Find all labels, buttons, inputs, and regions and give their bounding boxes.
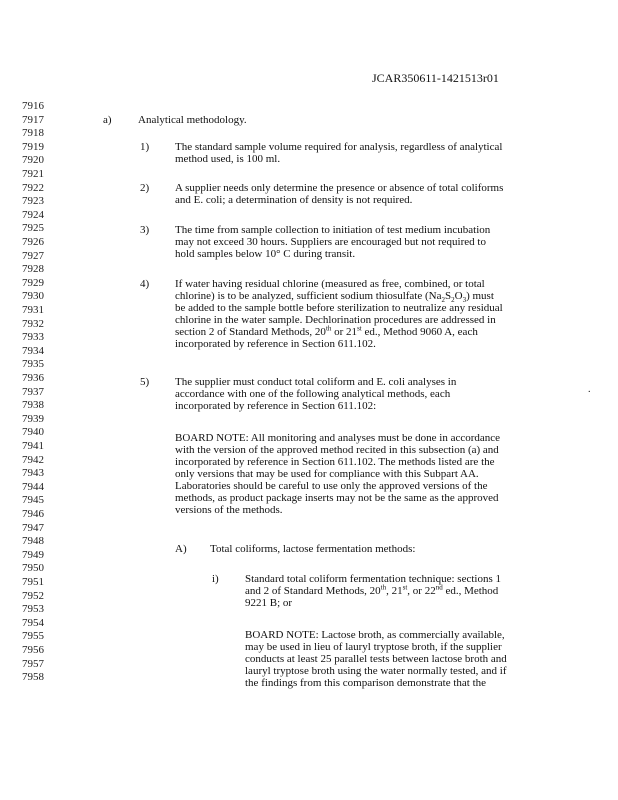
board-note-line: may be used in lieu of lauryl tryptose broth, if the supplier	[245, 641, 502, 653]
line-number: 7916	[22, 100, 44, 112]
board-note-line: the findings from this comparison demonstrate that the	[245, 677, 487, 689]
item-3-line: hold samples below 10° C during transit.	[175, 248, 356, 260]
line-number: 7917	[22, 113, 44, 126]
line-number: 7956	[22, 644, 44, 656]
item-5-line: The supplier must conduct total coliform and E. coli analyses in	[175, 376, 457, 388]
item-5-line: accordance with one of the following analytical methods, each	[175, 388, 451, 400]
item-3-line: The time from sample collection to initiation of test medium incubation	[175, 224, 491, 236]
item-Ai-number: i)	[212, 573, 219, 585]
board-note-line: lauryl tryptose broth using the water normally tested, and if	[245, 665, 507, 677]
line-number: 7948	[22, 535, 44, 548]
subsection-a-title: Analytical methodology.	[138, 114, 247, 126]
line-number: 7935	[22, 358, 44, 371]
board-note-line: with the version of the approved method recited in this subsection (a) and	[175, 444, 499, 456]
line-number: 7925	[22, 222, 44, 235]
item-Ai-line: Standard total coliform fermentation technique: sections 1	[245, 573, 501, 585]
line-number: 7940	[22, 426, 44, 439]
line-number: 7936	[22, 372, 44, 384]
line-number: 7941	[22, 440, 44, 452]
item-4-line: If water having residual chlorine (measured as free, combined, or total	[175, 278, 485, 290]
item-3-number: 3)	[140, 224, 150, 236]
line-number: 7923	[22, 195, 44, 208]
board-note-line: BOARD NOTE: All monitoring and analyses must be done in accordance	[175, 432, 501, 444]
line-number: 7952	[22, 589, 44, 602]
board-note-line: only versions that may be used for compliance with this Subpart AA.	[175, 468, 479, 480]
line-number: 7945	[22, 494, 44, 507]
document-code: JCAR350611-1421513r01	[372, 71, 499, 85]
line-number: 7947	[22, 521, 44, 534]
line-number: 7943	[22, 467, 44, 480]
line-number: 7946	[22, 508, 44, 520]
line-number: 7931	[22, 304, 44, 316]
line-number: 7924	[22, 208, 44, 221]
line-number: 7950	[22, 562, 44, 575]
item-4-line: chlorine) is to be analyzed, sufficient sodium thiosulfate $(Na_2S_2O_3)$ must	[175, 290, 494, 305]
line-number: 7953	[22, 603, 44, 616]
board-note-line: Laboratories should be careful to use only the approved versions of the	[175, 480, 488, 492]
line-number: 7921	[22, 168, 44, 180]
board-note-line: BOARD NOTE: Lactose broth, as commercially available,	[245, 629, 505, 641]
item-5-line: incorporated by reference in Section 611.102:	[175, 400, 377, 412]
item-1-line: method used, is 100 ml.	[175, 153, 281, 165]
item-Ai-line: 9221 B; or	[245, 597, 293, 609]
line-number: 7922	[22, 181, 44, 194]
line-number: 7930	[22, 290, 44, 303]
board-note-line: incorporated by reference in Section 611.102. The methods listed are the	[175, 456, 495, 468]
board-note-line: versions of the methods.	[175, 504, 283, 516]
board-note-line: methods, as product package inserts may not be the same as the approved	[175, 492, 499, 504]
line-number: 7951	[22, 576, 44, 588]
item-4-line: incorporated by reference in Section 611.102.	[175, 338, 376, 350]
line-number: 7939	[22, 412, 44, 425]
item-1-line: The standard sample volume required for analysis, regardless of analytical	[175, 141, 503, 153]
item-Ai-line: and 2 of Standard Methods, 20th, 21st, or 22nd ed., Method	[245, 583, 499, 597]
line-number: 7932	[22, 317, 44, 330]
line-number: 7918	[22, 127, 44, 140]
item-2-line: and E. coli; a determination of density is not required.	[175, 194, 413, 206]
line-number: 7920	[22, 154, 44, 167]
item-5-number: 5)	[140, 376, 150, 388]
item-4-line: be added to the sample bottle before sterilization to neutralize any residual	[175, 302, 503, 314]
line-number: 7937	[22, 385, 44, 398]
line-number: 7958	[22, 671, 44, 684]
line-number: 7927	[22, 249, 44, 262]
line-number: 7919	[22, 140, 44, 153]
item-4-line: section 2 of Standard Methods, 20th or 21st ed., Method 9060 A, each	[175, 324, 478, 338]
line-number: 7944	[22, 480, 44, 493]
item-2-line: A supplier needs only determine the presence or absence of total coliforms	[175, 182, 504, 194]
item-4-number: 4)	[140, 278, 150, 290]
margin-mark: .	[588, 384, 591, 395]
line-number: 7933	[22, 331, 44, 344]
line-number: 7954	[22, 616, 44, 629]
item-A-title: Total coliforms, lactose fermentation methods:	[210, 543, 416, 555]
item-1-number: 1)	[140, 141, 150, 153]
line-number: 7942	[22, 453, 44, 466]
line-number: 7929	[22, 276, 44, 289]
item-A-number: A)	[175, 543, 187, 555]
line-number: 7949	[22, 548, 44, 561]
item-3-line: may not exceed 30 hours. Suppliers are encouraged but not required to	[175, 236, 486, 248]
subsection-a-label: a)	[103, 114, 112, 126]
item-2-number: 2)	[140, 182, 150, 194]
item-4-line: chlorine in the water sample. Dechlorination procedures are addressed in	[175, 314, 496, 326]
line-number: 7957	[22, 657, 44, 670]
line-number: 7928	[22, 263, 44, 276]
line-number: 7955	[22, 630, 44, 643]
line-number: 7934	[22, 344, 44, 357]
board-note-line: conducts at least 25 parallel tests between lactose broth and	[245, 653, 507, 665]
line-number: 7926	[22, 236, 44, 248]
line-number: 7938	[22, 399, 44, 412]
